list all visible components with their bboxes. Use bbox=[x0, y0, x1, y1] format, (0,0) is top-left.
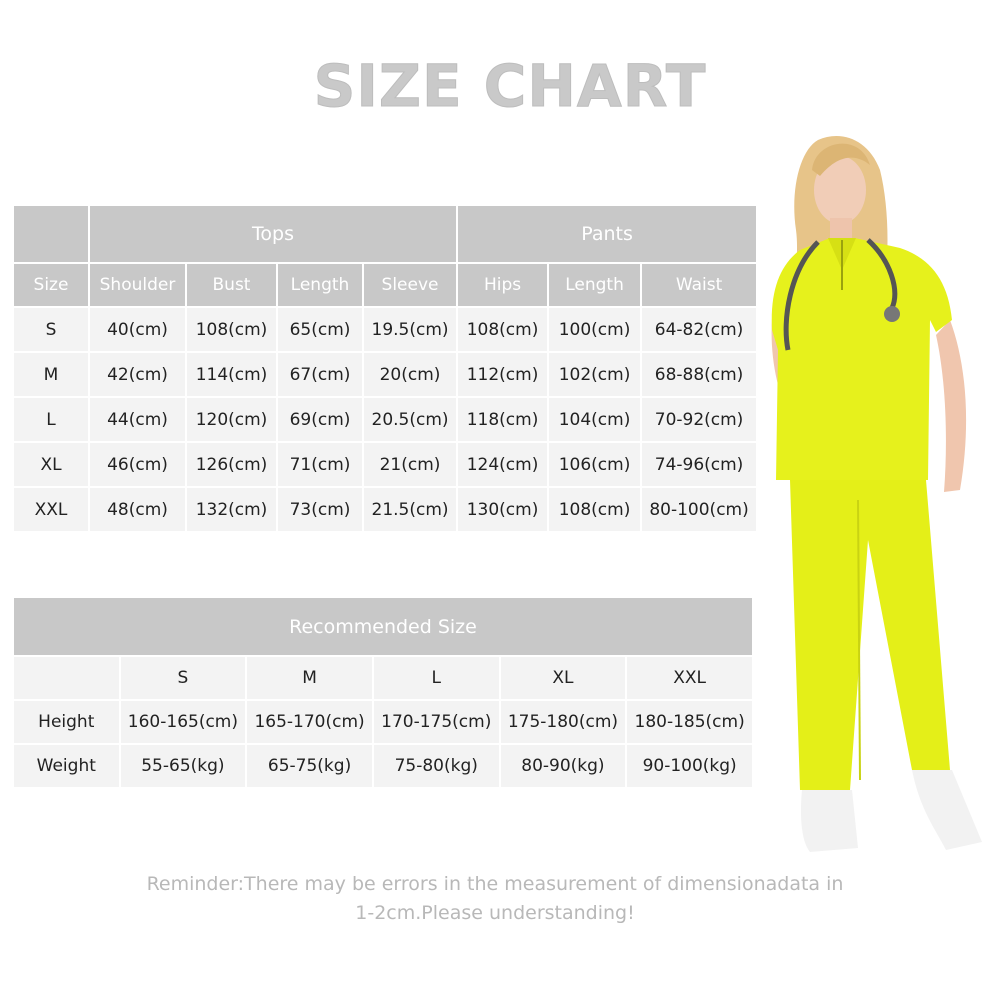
table-row bbox=[14, 745, 752, 787]
measurement-cell: 67(cm) bbox=[278, 353, 362, 396]
table-row bbox=[14, 701, 752, 743]
measurement-cell: 74-96(cm) bbox=[642, 443, 756, 486]
column-header: Waist bbox=[642, 264, 756, 306]
measurement-cell: 20.5(cm) bbox=[364, 398, 456, 441]
measurement-cell: 20(cm) bbox=[364, 353, 456, 396]
size-label-cell: M bbox=[14, 353, 88, 396]
measurement-cell: 180-185(cm) bbox=[627, 701, 752, 743]
measurement-cell: 80-100(cm) bbox=[642, 488, 756, 531]
measurement-cell: 80-90(kg) bbox=[501, 745, 626, 787]
reminder-line: Reminder:There may be errors in the measurement of dimensionadata in bbox=[146, 873, 844, 895]
row-label-cell: Height bbox=[14, 701, 119, 743]
measurement-cell: 170-175(cm) bbox=[374, 701, 499, 743]
table-row bbox=[14, 488, 756, 531]
column-header: Size bbox=[14, 264, 88, 306]
recommended-size-table bbox=[12, 596, 754, 789]
measurement-cell: 55-65(kg) bbox=[121, 745, 246, 787]
measurement-cell: 71(cm) bbox=[278, 443, 362, 486]
measurement-cell: 65(cm) bbox=[278, 308, 362, 351]
measurement-cell: 108(cm) bbox=[458, 308, 547, 351]
measurement-cell: 42(cm) bbox=[90, 353, 185, 396]
measurement-cell: 108(cm) bbox=[187, 308, 276, 351]
table-row bbox=[14, 353, 756, 396]
measurement-cell: 21(cm) bbox=[364, 443, 456, 486]
size-label-cell: XXL bbox=[14, 488, 88, 531]
size-label-cell: XL bbox=[501, 657, 626, 699]
measurement-cell: 106(cm) bbox=[549, 443, 640, 486]
measurement-cell: 68-88(cm) bbox=[642, 353, 756, 396]
column-header: Length bbox=[278, 264, 362, 306]
measurement-cell: 64-82(cm) bbox=[642, 308, 756, 351]
column-header: Length bbox=[549, 264, 640, 306]
column-header: Shoulder bbox=[90, 264, 185, 306]
measurement-cell: 108(cm) bbox=[549, 488, 640, 531]
measurement-cell: 132(cm) bbox=[187, 488, 276, 531]
size-label-cell: S bbox=[121, 657, 246, 699]
measurement-cell: 70-92(cm) bbox=[642, 398, 756, 441]
measurement-cell: 65-75(kg) bbox=[247, 745, 372, 787]
measurement-cell: 44(cm) bbox=[90, 398, 185, 441]
size-label-cell: S bbox=[14, 308, 88, 351]
column-header: Hips bbox=[458, 264, 547, 306]
corner-cell bbox=[14, 657, 119, 699]
model-in-yellow-scrubs-image bbox=[760, 120, 1000, 880]
size-label-cell: L bbox=[14, 398, 88, 441]
measurement-cell: 19.5(cm) bbox=[364, 308, 456, 351]
measurement-cell: 160-165(cm) bbox=[121, 701, 246, 743]
column-header: Bust bbox=[187, 264, 276, 306]
table-row bbox=[14, 398, 756, 441]
column-header: Sleeve bbox=[364, 264, 456, 306]
reminder-line: 1-2cm.Please understanding! bbox=[355, 902, 635, 924]
size-label-cell: M bbox=[247, 657, 372, 699]
measurement-cell: 48(cm) bbox=[90, 488, 185, 531]
measurement-cell: 130(cm) bbox=[458, 488, 547, 531]
size-chart-table bbox=[12, 204, 758, 533]
measurement-cell: 104(cm) bbox=[549, 398, 640, 441]
measurement-cell: 21.5(cm) bbox=[364, 488, 456, 531]
measurement-cell: 165-170(cm) bbox=[247, 701, 372, 743]
table-row bbox=[14, 308, 756, 351]
measurement-cell: 100(cm) bbox=[549, 308, 640, 351]
measurement-cell: 73(cm) bbox=[278, 488, 362, 531]
measurement-cell: 175-180(cm) bbox=[501, 701, 626, 743]
page-title: SIZE CHART bbox=[313, 52, 707, 120]
size-label-cell: XL bbox=[14, 443, 88, 486]
measurement-cell: 69(cm) bbox=[278, 398, 362, 441]
measurement-cell: 124(cm) bbox=[458, 443, 547, 486]
size-label-cell: XXL bbox=[627, 657, 752, 699]
recommended-size-header: Recommended Size bbox=[14, 598, 752, 655]
row-label-cell: Weight bbox=[14, 745, 119, 787]
measurement-cell: 114(cm) bbox=[187, 353, 276, 396]
corner-cell bbox=[14, 206, 88, 262]
measurement-cell: 75-80(kg) bbox=[374, 745, 499, 787]
measurement-cell: 40(cm) bbox=[90, 308, 185, 351]
pants-header: Pants bbox=[458, 206, 756, 262]
tops-header: Tops bbox=[90, 206, 456, 262]
measurement-cell: 126(cm) bbox=[187, 443, 276, 486]
size-label-cell: L bbox=[374, 657, 499, 699]
table-row bbox=[14, 443, 756, 486]
measurement-cell: 46(cm) bbox=[90, 443, 185, 486]
measurement-cell: 118(cm) bbox=[458, 398, 547, 441]
measurement-cell: 112(cm) bbox=[458, 353, 547, 396]
measurement-cell: 102(cm) bbox=[549, 353, 640, 396]
table-row bbox=[14, 657, 752, 699]
measurement-cell: 90-100(kg) bbox=[627, 745, 752, 787]
measurement-cell: 120(cm) bbox=[187, 398, 276, 441]
